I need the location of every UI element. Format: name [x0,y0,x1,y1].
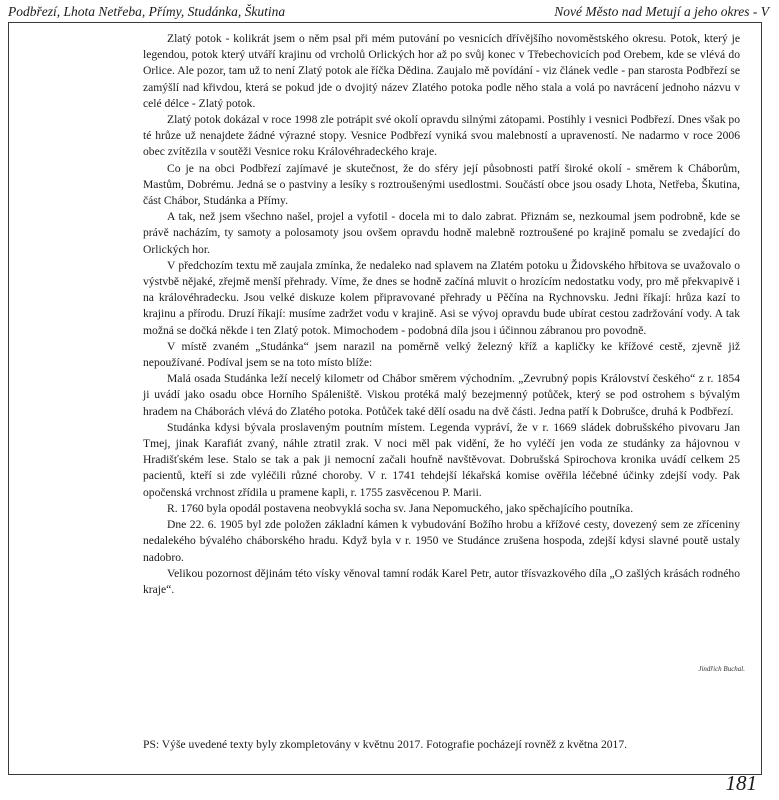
paragraph: Dne 22. 6. 1905 byl zde položen základní kámen k vybudování Božího hrobu a křížové cesty, dovezený sem ze zříceniny nedalekého bývalého cháborského hradu. Když byla v r. 1950 ve Studánce zrušena hospoda, zdejší kdysi slavné poutě ustaly nadobro. [143,518,740,564]
page-number: 181 [725,771,757,795]
paragraph: V předchozím textu mě zaujala zmínka, že nedaleko nad splavem na Zlatém potoku u Židovského hřbitova se uvažovalo o výstvbě nějaké, zřejmě menší přehrady. Víme, že dnes se hodně začíná mluvit o hrozícím nedostatku vody, pro mě překvapivě i na královéhradecku. Jsou velké diskuze kolem připravované přehrady u Pěčína na Rychnovsku. Jedni říkají: hrůza kazí to krajinu a přírodu. Druzí říkají: musíme zadržet vodu v krajině. Asi se vývoj opravdu bude ubírat cestou zadržování vody. A tak možná se dočká někde i ten Zlatý potok. Mimochodem - podobná díla jsou i účinnou zábranou pro povodně. [143,258,740,337]
paragraph: R. 1760 byla opodál postavena neobvyklá socha sv. Jana Nepomuckého, jako spěchajícího poutníka. [167,501,634,515]
paragraph: Malá osada Studánka leží necelý kilometr od Chábor směrem východním. „Zevrubný popis Království českého“ z r. 1854 ji uvádí jako osadu obce Horního Spáleniště. Viskou protéká malý bezejmenný potůček, který se pod ostrohem s bývalým hradem na Cháborách vlévá do Zlatého potoka. Potůček také dělí osadu na dvě části. Jedna patří k Dobrušce, druhá k Podbřezí. [143,372,740,418]
running-header-left: Podbřezí, Lhota Netřeba, Přímy, Studánka, Škutina [8,4,286,19]
paragraph: A tak, než jsem všechno našel, projel a vyfotil - docela mi to dalo zabrat. Přiznám se, nezkoumal jsem podrobně, kde se právě nacházím, ty samoty a polosamoty jsou ovšem opravdu hodně malebně roztroušené po krajině pomalu se zvedající do Orlických hor. [143,210,740,256]
postscript-note: PS: Výše uvedené texty byly zkompletovány v květnu 2017. Fotografie pocházejí rovněž z května 2017. [143,738,628,751]
paragraph: Zlatý potok dokázal v roce 1998 zle potrápit své okolí opravdu silnými zátopami. Postihly i vesnici Podbřezí. Dnes však po té hrůze už nenajdete žádné výrazné stopy. Vesnice Podbřezí vyniká svou malebností a upraveností. Ne nadarmo v roce 2006 obec zvítězila v soutěži Vesnice roku Královéhradeckého kraje. [143,113,740,159]
paragraph: V místě zvaném „Studánka“ jsem narazil na poměrně velký železný kříž a kapličky ke křížové cestě, zjevně již nepoužívané. Podíval jsem se na toto místo blíže: [143,339,740,370]
author-signature: Jindřich Buchal. [698,665,745,673]
paragraph: Co je na obci Podbřezí zajímavé je skutečnost, že do sféry její působnosti patří široké okolí - směrem k Cháborům, Mastům, Dobrému. Jedná se o pastviny a lesíky s roztroušenými usedlostmi. Součástí obce jsou osady Lhota, Netřeba, Škutina, část Chábor, Studánka a Přímy. [143,161,740,208]
paragraph: Studánka kdysi bývala proslaveným poutním místem. Legenda vypráví, že v r. 1669 sládek dobrušského pivovaru Jan Tmej, jinak Karafiát zvaný, náhle ztratil zrak. V noci měl pak vidění, že ho vyléčí jen voda ze studánky za hájovnou v Hradišťském lese. Stalo se tak a pak ji nemocní začali houfně navštěvovat. Dobrušská Spirochova kronika uvádí celkem 25 pacientů, kteří si zde vyléčili různé choroby. V r. 1741 tehdejší lékařská komise ověřila léčebné účinky zdejší vody. Pak opočenská vrchnost zřídila u pramene kapli, r. 1755 zasvěcenou P. Marii. [143,420,740,499]
article-body [143,31,740,598]
paragraph: Velikou pozornost dějinám této vísky věnoval tamní rodák Karel Petr, autor třísvazkového díla „O zašlých krásách rodného kraje“. [143,566,740,596]
running-header-right: Nové Město nad Metují a jeho okres - V [554,4,769,19]
paragraph: Zlatý potok - kolikrát jsem o něm psal při mém putování po vesnicích dřívějšího novoměstského okresu. Potok, který je legendou, potok který utváří krajinu od vrcholů Orlických hor až po svůj konec v Třebechovicích pod Orebem, kde se vlévá do Orlice. Ale pozor, tam už to není Zlatý potok ale říčka Dědina. Zaujalo mě povídání - viz článek vedle - pan starosta Podbřezí se zamýšlí nad křivdou, která se pokud jde o dvojitý název Zlatého potoka podle něho stala a volá po navrácení jednoho názvu v celé délce - Zlatý potok. [143,32,740,110]
